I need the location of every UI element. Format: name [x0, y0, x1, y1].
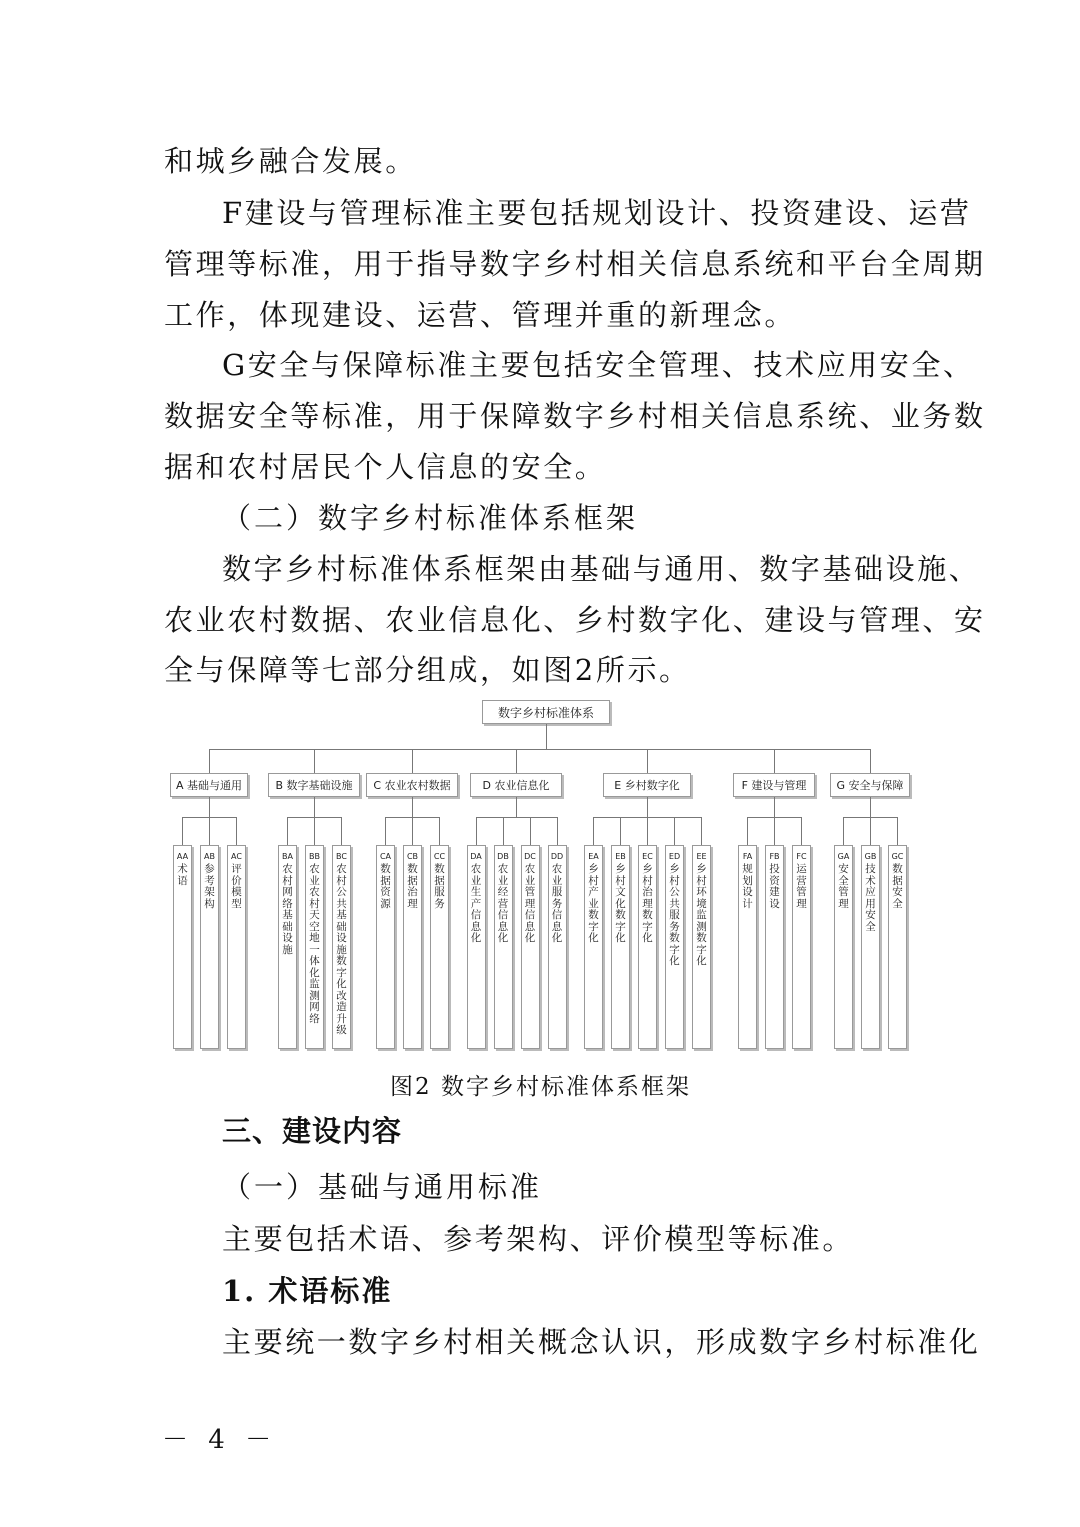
leaf-label: 数据服务	[434, 863, 445, 910]
leaf-label: 乡村公共服务数字化	[669, 863, 680, 967]
leaf-label: 规划设计	[742, 863, 753, 910]
connector-line	[870, 817, 871, 845]
leaf-box	[467, 845, 486, 1049]
paragraph-line: 数据安全等标准，用于保障数字乡村相关信息系统、业务数	[164, 399, 986, 433]
connector-line	[516, 797, 517, 817]
leaf-label: 乡村治理数字化	[642, 863, 653, 944]
leaf-label: 数据安全	[892, 863, 903, 910]
connector-line	[412, 749, 413, 773]
leaf-label: 数据资源	[380, 863, 391, 910]
leaf-code: GB	[864, 852, 877, 861]
paragraph-line: 主要包括术语、参考架构、评价模型等标准。	[222, 1222, 855, 1256]
leaf-box	[278, 845, 297, 1049]
leaf-box	[638, 845, 657, 1049]
leaf-code: AB	[204, 852, 215, 861]
leaf-label: 参考架构	[204, 863, 215, 910]
connector-line	[412, 817, 413, 845]
leaf-label: 运营管理	[796, 863, 807, 910]
connector-line	[557, 817, 558, 845]
connector-line	[843, 817, 844, 845]
leaf-label: 数据治理	[407, 863, 418, 910]
leaf-box	[611, 845, 630, 1049]
leaf-code: GC	[891, 852, 904, 861]
connector-line	[701, 817, 702, 845]
leaf-label: 术语	[177, 863, 188, 887]
paragraph-line: 据和农村居民个人信息的安全。	[164, 450, 607, 484]
leaf-label: 农业服务信息化	[551, 863, 563, 944]
leaf-box	[200, 845, 219, 1049]
leaf-box	[305, 845, 324, 1049]
paragraph-line: 数字乡村标准体系框架由基础与通用、数字基础设施、	[222, 552, 981, 586]
paragraph-line: 主要统一数字乡村相关概念认识，形成数字乡村标准化	[222, 1325, 981, 1359]
leaf-box	[792, 845, 811, 1049]
connector-line	[182, 817, 183, 845]
connector-line	[236, 817, 237, 845]
paragraph-line: F建设与管理标准主要包括规划设计、投资建设、运营	[222, 196, 972, 230]
leaf-code: BA	[282, 852, 293, 861]
leaf-code: BB	[309, 852, 320, 861]
leaf-code: CB	[406, 852, 419, 861]
connector-line	[647, 797, 648, 817]
connector-line	[209, 817, 210, 845]
connector-line	[897, 817, 898, 845]
leaf-code: DD	[550, 852, 564, 861]
leaf-box	[548, 845, 567, 1049]
paragraph-line: G安全与保障标准主要包括安全管理、技术应用安全、	[222, 348, 975, 382]
connector-line	[314, 749, 315, 773]
page-number: － 4 －	[162, 1425, 278, 1455]
leaf-code: FB	[769, 852, 780, 861]
leaf-label: 评价模型	[231, 863, 242, 910]
connector-line	[774, 817, 775, 845]
connector-line	[476, 817, 557, 818]
leaf-code: AA	[176, 852, 189, 861]
leaf-box	[521, 845, 540, 1049]
leaf-code: BC	[336, 852, 347, 861]
connector-line	[546, 724, 547, 749]
leaf-box	[173, 845, 192, 1049]
leaf-label: 农村公共基础设施数字化改造升级	[336, 863, 347, 1036]
connector-line	[774, 749, 775, 773]
group-box: D 农业信息化	[470, 773, 562, 797]
leaf-label: 投资建设	[769, 863, 780, 910]
connector-line	[341, 817, 342, 845]
leaf-label: 乡村环境监测数字化	[696, 863, 707, 967]
leaf-code: CC	[433, 852, 446, 861]
connector-line	[516, 749, 517, 773]
leaf-code: CA	[379, 852, 392, 861]
group-box: B 数字基础设施	[268, 773, 360, 797]
leaf-code: EA	[588, 852, 599, 861]
leaf-box	[584, 845, 603, 1049]
connector-line	[647, 817, 648, 845]
connector-line	[620, 817, 621, 845]
leaf-code: DC	[524, 852, 536, 861]
leaf-box	[738, 845, 757, 1049]
leaf-label: 农业农村天空地一体化监测网络	[309, 863, 320, 1025]
connector-line	[503, 817, 504, 845]
leaf-label: 农业经营信息化	[497, 863, 509, 944]
group-box: E 乡村数字化	[603, 773, 691, 797]
connector-line	[209, 749, 210, 773]
leaf-code: EC	[642, 852, 653, 861]
subsubsection-heading: 1. 术语标准	[222, 1274, 393, 1308]
leaf-label: 技术应用安全	[865, 863, 876, 933]
leaf-box	[430, 845, 449, 1049]
connector-line	[385, 817, 386, 845]
leaf-box	[665, 845, 684, 1049]
connector-line	[870, 797, 871, 817]
leaf-box	[861, 845, 880, 1049]
connector-line	[209, 797, 210, 817]
subsection-heading: （一）基础与通用标准	[222, 1170, 543, 1204]
connector-line	[593, 817, 594, 845]
connector-line	[747, 817, 748, 845]
connector-line	[209, 749, 870, 750]
leaf-box	[227, 845, 246, 1049]
leaf-box	[834, 845, 853, 1049]
leaf-label: 乡村产业数字化	[588, 863, 599, 944]
leaf-box	[494, 845, 513, 1049]
paragraph-line: 和城乡融合发展。	[164, 144, 417, 178]
leaf-code: AC	[231, 852, 242, 861]
leaf-code: DB	[497, 852, 509, 861]
leaf-code: FC	[796, 852, 807, 861]
leaf-box	[403, 845, 422, 1049]
leaf-label: 农业生产信息化	[470, 863, 482, 944]
connector-line	[801, 817, 802, 845]
leaf-label: 乡村文化数字化	[615, 863, 626, 944]
leaf-code: GA	[837, 852, 850, 861]
leaf-box	[888, 845, 907, 1049]
leaf-label: 农村网络基础设施	[282, 863, 293, 956]
group-box: F 建设与管理	[733, 773, 815, 797]
leaf-label: 安全管理	[838, 863, 849, 910]
section-heading: 三、建设内容	[222, 1114, 403, 1148]
group-box: A 基础与通用	[170, 773, 248, 797]
group-box: G 安全与保障	[830, 773, 910, 797]
connector-line	[412, 797, 413, 817]
connector-line	[439, 817, 440, 845]
leaf-box	[376, 845, 395, 1049]
connector-line	[476, 817, 477, 845]
paragraph-line: 全与保障等七部分组成，如图2所示。	[164, 653, 691, 687]
paragraph-line: 工作，体现建设、运营、管理并重的新理念。	[164, 298, 797, 332]
group-box: C 农业农村数据	[366, 773, 458, 797]
leaf-code: EB	[615, 852, 626, 861]
connector-line	[530, 817, 531, 845]
subsection-heading: （二）数字乡村标准体系框架	[222, 501, 639, 535]
connector-line	[674, 817, 675, 845]
standard-system-diagram	[160, 695, 920, 1065]
figure-caption: 图2 数字乡村标准体系框架	[390, 1074, 691, 1100]
leaf-box	[765, 845, 784, 1049]
leaf-code: FA	[742, 852, 753, 861]
connector-line	[314, 817, 315, 845]
connector-line	[774, 797, 775, 817]
leaf-code: ED	[668, 852, 681, 861]
paragraph-line: 农业农村数据、农业信息化、乡村数字化、建设与管理、安	[164, 603, 986, 637]
connector-line	[314, 797, 315, 817]
leaf-code: EE	[696, 852, 707, 861]
diagram-root: 数字乡村标准体系	[482, 700, 610, 724]
connector-line	[870, 749, 871, 773]
leaf-code: DA	[470, 852, 482, 861]
leaf-box	[332, 845, 351, 1049]
connector-line	[647, 749, 648, 773]
connector-line	[287, 817, 288, 845]
leaf-label: 农业管理信息化	[524, 863, 536, 944]
leaf-box	[692, 845, 711, 1049]
paragraph-line: 管理等标准，用于指导数字乡村相关信息系统和平台全周期	[164, 247, 986, 281]
